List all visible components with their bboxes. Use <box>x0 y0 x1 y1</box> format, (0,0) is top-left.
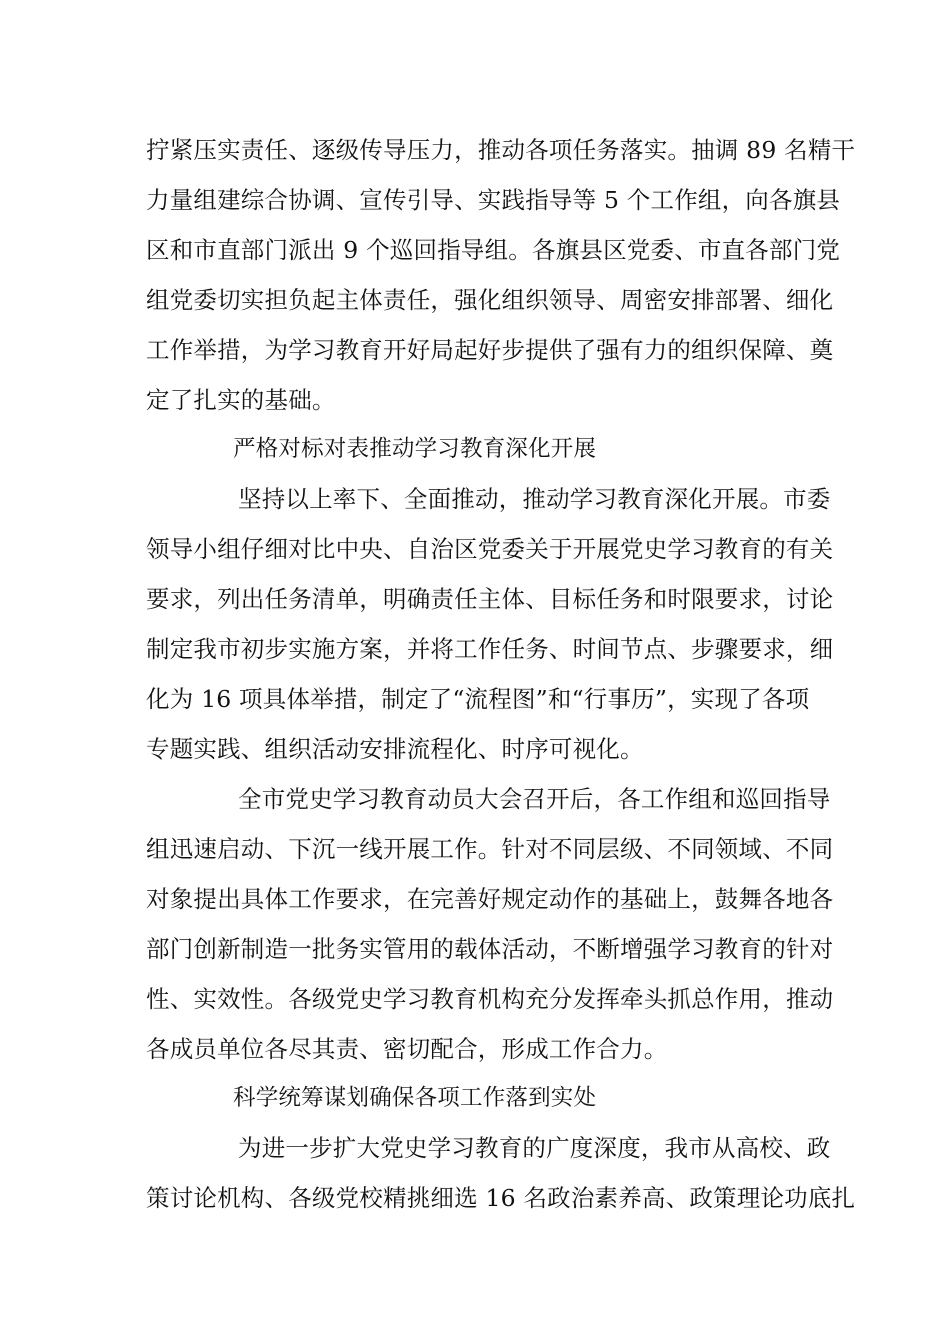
section-heading: 严格对标对表推动学习教育深化开展 <box>233 436 597 462</box>
body-text-line: 拧紧压实责任、逐级传导压力，推动各项任务落实。抽调 89 名精干 <box>146 136 856 164</box>
body-text-line: 组党委切实担负起主体责任，强化组织领导、周密安排部署、细化 <box>146 286 834 314</box>
body-text-line: 策讨论机构、各级党校精挑细选 16 名政治素养高、政策理论功底扎 <box>146 1184 856 1212</box>
body-text-line: 要求，列出任务清单，明确责任主体、目标任务和时限要求，讨论 <box>146 585 834 613</box>
body-text-line: 定了扎实的基础。 <box>146 386 336 414</box>
body-text-line: 对象提出具体工作要求，在完善好规定动作的基础上，鼓舞各地各 <box>146 885 834 913</box>
paragraph-first-line: 全市党史学习教育动员大会召开后，各工作组和巡回指导 <box>238 785 831 813</box>
body-text-line: 专题实践、组织活动安排流程化、时序可视化。 <box>146 735 644 763</box>
body-text-line: 工作举措，为学习教育开好局起好步提供了强有力的组织保障、奠 <box>146 336 834 364</box>
paragraph-first-line: 坚持以上率下、全面推动，推动学习教育深化开展。市委 <box>238 485 831 513</box>
body-text-line: 性、实效性。各级党史学习教育机构充分发挥牵头抓总作用，推动 <box>146 985 834 1013</box>
body-text-line: 部门创新制造一批务实管用的载体活动，不断增强学习教育的针对 <box>146 935 834 963</box>
paragraph-first-line: 为进一步扩大党史学习教育的广度深度，我市从高校、政 <box>238 1134 831 1162</box>
section-heading: 科学统筹谋划确保各项工作落到实处 <box>233 1085 597 1111</box>
body-text-line: 制定我市初步实施方案，并将工作任务、时间节点、步骤要求，细 <box>146 635 834 663</box>
body-text-line: 区和市直部门派出 9 个巡回指导组。各旗县区党委、市直各部门党 <box>146 236 841 264</box>
body-text-line: 领导小组仔细对比中央、自治区党委关于开展党史学习教育的有关 <box>146 535 834 563</box>
body-text-line: 化为 16 项具体举措，制定了“流程图”和“行事历”，实现了各项 <box>146 685 810 713</box>
body-text-line: 力量组建综合协调、宣传引导、实践指导等 5 个工作组，向各旗县 <box>146 186 841 214</box>
body-text-line: 组迅速启动、下沉一线开展工作。针对不同层级、不同领域、不同 <box>146 835 834 863</box>
body-text-line: 各成员单位各尽其责、密切配合，形成工作合力。 <box>146 1035 668 1063</box>
